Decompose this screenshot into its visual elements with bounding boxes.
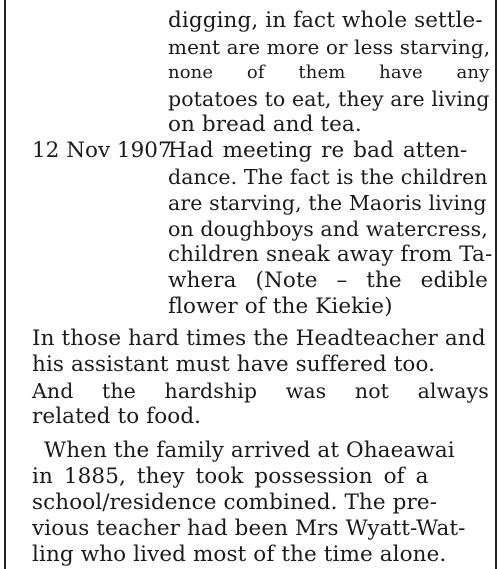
paragraph-line: in 1885, they took possession of a: [32, 464, 429, 489]
entry-line: on bread and tea.: [168, 112, 362, 137]
entry-line: ment are more or less starving,: [168, 35, 491, 59]
entry-line: are starving, the Maoris living: [168, 191, 487, 215]
entry-line: flower of the Kiekie): [168, 294, 393, 319]
paragraph-line: And the hardship was not always: [32, 379, 489, 403]
entry-date: 12 Nov 1907: [32, 138, 172, 163]
entry-line: potatoes to eat, they are living: [168, 87, 490, 111]
entry-line: digging, in fact whole settle-: [168, 8, 483, 33]
paragraph-line: related to food.: [32, 404, 202, 429]
paragraph-line: In those hard times the Headteacher and: [32, 326, 486, 351]
paragraph-line: vious teacher had been Mrs Wyatt-Wat-: [32, 516, 466, 541]
entry-line: Had meeting re bad atten-: [168, 138, 468, 163]
paragraph-line: ling who lived most of the time alone.: [32, 542, 447, 567]
entry-line: none of them have any: [168, 62, 490, 83]
entry-line: children sneak away from Ta-: [168, 242, 493, 267]
paragraph-line: When the family arrived at Ohaeawai: [44, 438, 455, 463]
entry-line: whera (Note – the edible: [168, 268, 489, 293]
left-margin-rule: [4, 0, 6, 569]
paragraph-line: school/residence combined. The pre-: [32, 490, 438, 515]
paragraph-line: his assistant must have suffered too.: [32, 352, 436, 377]
entry-line: on doughboys and watercress,: [168, 217, 488, 241]
right-margin-rule: [495, 0, 497, 569]
entry-line: dance. The fact is the children: [168, 165, 488, 189]
